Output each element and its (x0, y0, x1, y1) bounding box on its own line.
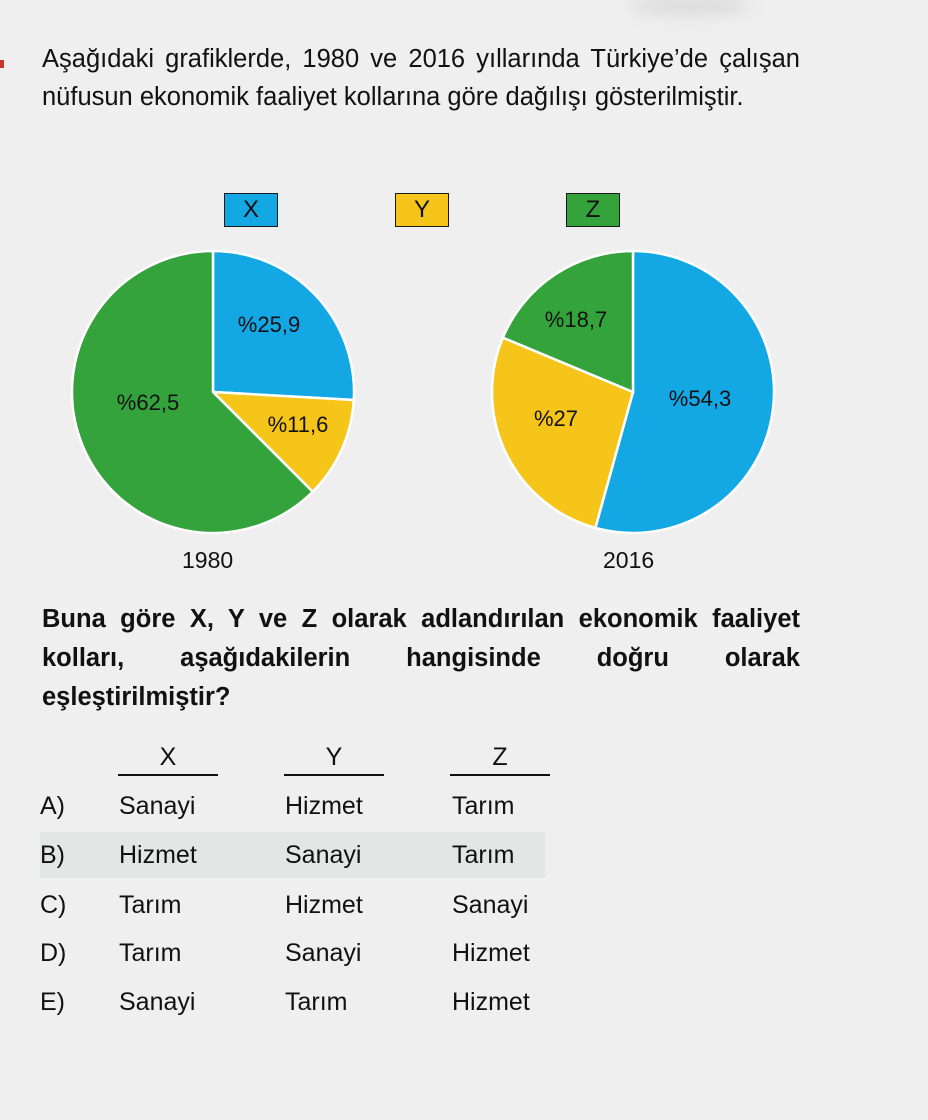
option-z: Tarım (452, 841, 515, 869)
option-y: Tarım (285, 988, 348, 1016)
option-y: Hizmet (285, 891, 363, 919)
slice-label-z: %62,5 (116, 390, 180, 415)
option-letter: D) (40, 939, 67, 967)
year-label-1980: 1980 (182, 547, 234, 573)
pie-chart-1980 (72, 251, 354, 533)
option-x: Hizmet (119, 841, 197, 869)
column-underline-y (284, 774, 384, 776)
pie-charts (0, 240, 928, 540)
option-x: Tarım (119, 891, 182, 919)
option-x: Tarım (119, 939, 182, 967)
option-letter: B) (40, 841, 65, 869)
slice-label-z: %18,7 (544, 307, 608, 332)
legend-z: Z (566, 193, 620, 227)
slice-label-x: %54,3 (668, 386, 732, 411)
column-header-z: Z (492, 743, 508, 771)
column-header-y: Y (325, 743, 343, 771)
column-underline-z (450, 774, 550, 776)
option-z: Sanayi (452, 891, 529, 919)
option-letter: E) (40, 988, 65, 1016)
question-marker (0, 60, 4, 68)
option-z: Tarım (452, 792, 515, 820)
pie-chart-2016 (492, 251, 774, 533)
option-letter: A) (40, 792, 65, 820)
option-x: Sanayi (119, 792, 196, 820)
legend-y: Y (395, 193, 449, 227)
question-text: Buna göre X, Y ve Z olarak adlandırılan ekonomik faaliyet kolları, aşağıdakilerin hangisinde doğru olarak eşleştirilmiştir? (42, 605, 800, 711)
option-z: Hizmet (452, 988, 530, 1016)
legend-x: X (224, 193, 278, 227)
slice-label-x: %25,9 (237, 312, 301, 337)
option-x: Sanayi (119, 988, 196, 1016)
option-z: Hizmet (452, 939, 530, 967)
slice-label-y: %11,6 (267, 412, 329, 437)
column-underline-x (118, 774, 218, 776)
option-letter: C) (40, 891, 67, 919)
option-y: Sanayi (285, 939, 362, 967)
year-label-2016: 2016 (603, 547, 655, 573)
option-y: Sanayi (285, 841, 362, 869)
option-y: Hizmet (285, 792, 363, 820)
column-header-x: X (159, 743, 177, 771)
top-shadow (630, 0, 750, 16)
question-intro: Aşağıdaki grafiklerde, 1980 ve 2016 yıllarında Türkiye’de çalışan nüfusun ekonomik faaliyet kollarına göre dağılışı gösterilmiştir. (42, 45, 800, 111)
slice-label-y: %27 (533, 406, 579, 431)
